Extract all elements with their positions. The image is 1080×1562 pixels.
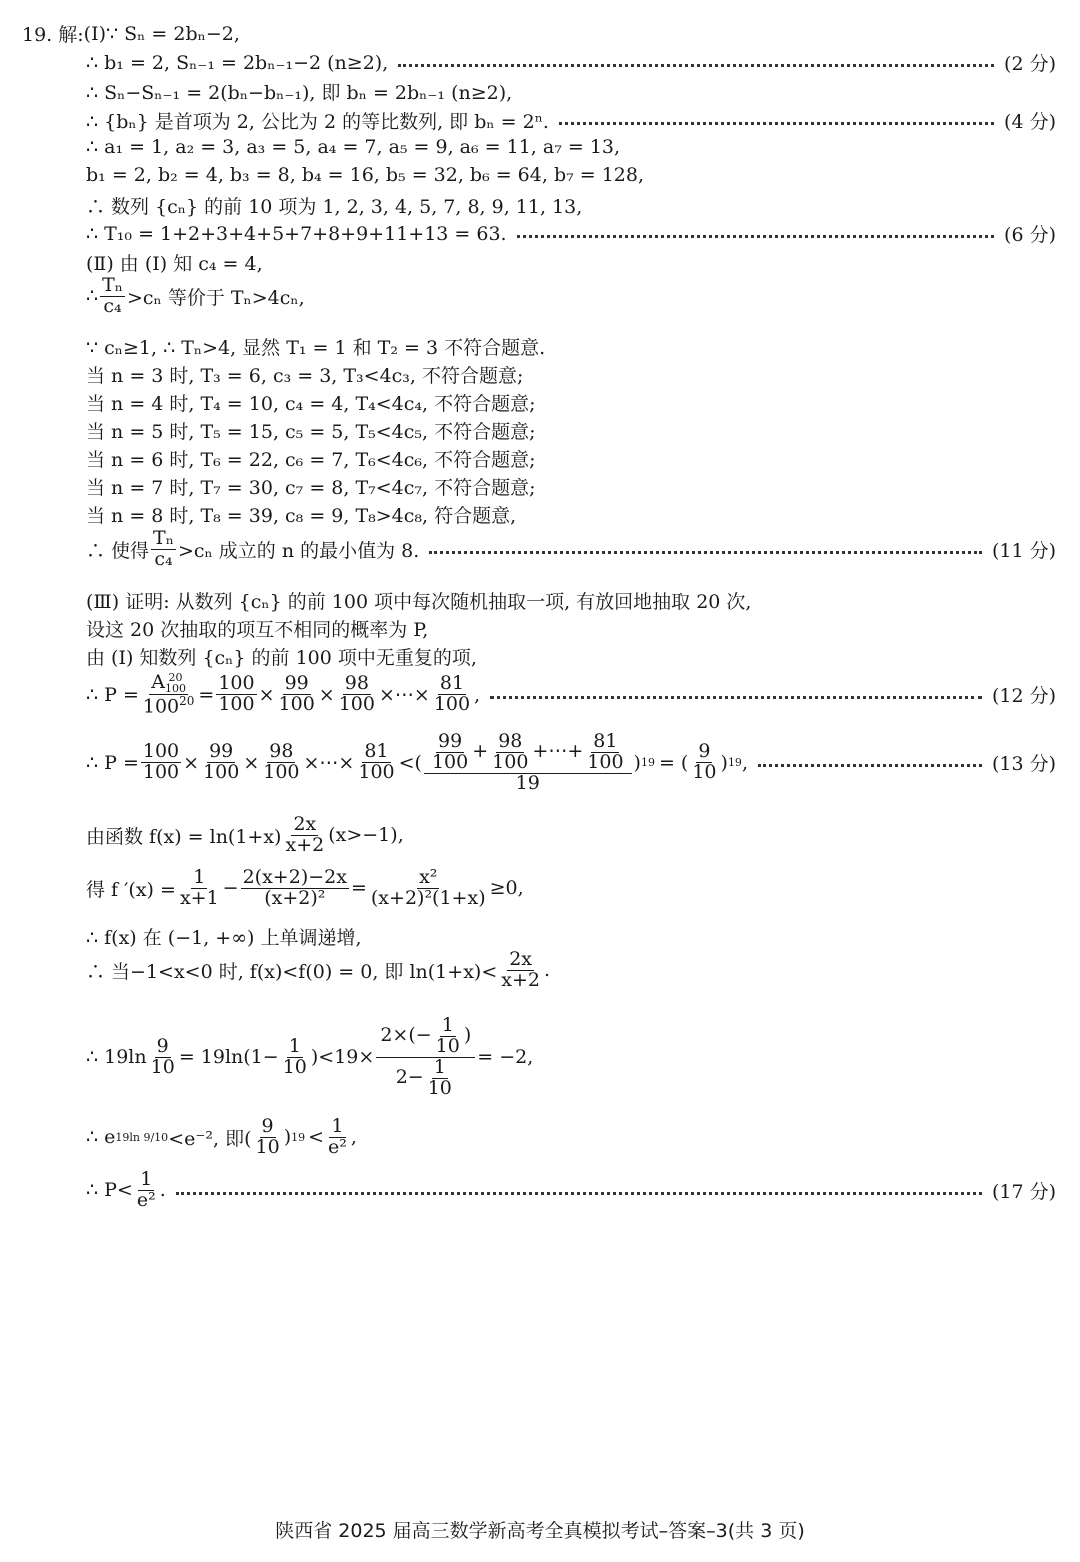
numerator: 9: [156, 1034, 169, 1057]
comma: ,: [474, 683, 481, 706]
line-conclusion: [86, 529, 1056, 570]
numerator: 81: [593, 730, 618, 752]
p1-l1: (Ⅰ)∵ Sₙ = 2bₙ−2,: [83, 22, 240, 45]
denominator: c₄: [103, 294, 122, 317]
case-row: [86, 501, 1056, 528]
final-result: [86, 1170, 166, 1211]
numerator: 99: [284, 672, 309, 695]
score-6: (6 分): [1004, 224, 1056, 246]
numerator: 98: [498, 730, 523, 752]
denominator: x+2: [501, 968, 540, 991]
numerator: 100: [142, 740, 180, 763]
big-fraction: [376, 1016, 475, 1099]
fraction: [369, 868, 488, 909]
p-formula-1: [86, 672, 480, 717]
plus-ellipsis: +⋯+: [532, 740, 584, 763]
case-8: 当 n = 8 时, T₈ = 39, c₈ = 9, T₈>4c₈, 符合题意,: [86, 505, 517, 527]
ln-estimate: [86, 1016, 533, 1099]
numerator: 1: [193, 866, 206, 888]
fraction: [151, 529, 176, 570]
leader-dots: [429, 551, 982, 554]
numerator: [149, 672, 188, 695]
fraction: [499, 950, 542, 991]
ln-end: = −2,: [477, 1046, 534, 1069]
score-12: (12 分): [991, 685, 1056, 708]
p1-l8: ∴ T₁₀ = 1+2+3+4+5+7+8+9+11+13 = 63.: [86, 222, 507, 245]
denominator: x+1: [179, 886, 219, 909]
final-pre: ∴ P<: [86, 1179, 133, 1202]
denominator: 10: [150, 1055, 175, 1078]
leader-dots: [517, 235, 994, 238]
score-11: (11 分): [991, 539, 1056, 562]
equals: =: [350, 877, 367, 900]
comma: ,: [350, 1126, 357, 1149]
line-2: [86, 49, 1056, 76]
numerator: Tₙ: [153, 527, 174, 549]
denominator: 100: [433, 693, 471, 716]
line-p-formula-1: [86, 672, 1056, 717]
line-exp: [86, 1117, 1056, 1158]
page-footer: 陕西省 2025 届高三数学新高考全真模拟考试–答案–3(共 3 页): [275, 1520, 805, 1542]
case-6: 当 n = 6 时, T₆ = 22, c₆ = 7, T₆<4c₆, 不符合题意;: [86, 449, 536, 471]
denominator: 100: [278, 693, 315, 716]
denominator: 100: [338, 693, 375, 716]
period: .: [543, 959, 551, 982]
p1-l3: ∴ Sₙ−Sₙ₋₁ = 2(bₙ−bₙ₋₁), 即 bₙ = 2bₙ₋₁ (n≥2),: [86, 82, 513, 104]
denominator: 100: [358, 761, 395, 784]
p-formula-2: [86, 732, 748, 794]
numerator: [424, 732, 632, 774]
p-label: ∴ P =: [86, 683, 139, 706]
fraction: [254, 1117, 282, 1158]
numerator: 2(x+2)−2x: [242, 866, 347, 888]
fraction: [337, 674, 377, 715]
p1-l2: ∴ b₁ = 2, Sₙ₋₁ = 2bₙ₋₁−2 (n≥2),: [86, 51, 389, 74]
line-p-formula-2: [86, 732, 1056, 794]
line-monotone: [86, 923, 1056, 950]
line-3: [86, 78, 1056, 105]
denominator: 10: [255, 1135, 280, 1158]
right-paren: ): [463, 1024, 472, 1047]
leader-dots: [176, 1192, 982, 1195]
numerator: 9: [698, 740, 711, 763]
e-exponent: 19ln 9/10: [115, 1130, 169, 1144]
line-1: [22, 20, 1056, 47]
leader-dots: [398, 64, 994, 67]
line-p3-1: [86, 587, 1056, 614]
right-paren: ): [633, 751, 641, 774]
numerator: 81: [364, 740, 389, 763]
leader-dots: [559, 122, 994, 125]
d-post: ≥0,: [489, 877, 524, 900]
line-5: [86, 136, 1056, 158]
comma: ,: [741, 751, 748, 774]
score-17: (17 分): [991, 1180, 1056, 1203]
fraction: [432, 674, 472, 715]
numerator: 1: [140, 1168, 153, 1190]
den-base: 100: [142, 695, 180, 718]
case-row: [86, 445, 1056, 472]
p2-l2-pre: ∴: [86, 285, 99, 308]
concl-pre: ∴ 使得: [86, 539, 150, 562]
case-row: [86, 417, 1056, 444]
denominator: 100: [492, 750, 529, 773]
fraction: [585, 732, 625, 773]
denominator: e²: [136, 1188, 156, 1211]
derivative: [86, 868, 524, 909]
line-final: [86, 1170, 1056, 1211]
denominator: 10: [692, 761, 717, 784]
perm-sub: 100: [165, 682, 187, 695]
denominator: (x+2)²(1+x): [370, 886, 486, 909]
score-2: (2 分): [1004, 53, 1056, 75]
denominator: 19: [515, 771, 540, 794]
right-paren: ): [283, 1126, 292, 1149]
period: .: [159, 1179, 166, 1202]
fraction: [490, 732, 530, 773]
numerator: 1: [288, 1034, 301, 1057]
perm-sup: 20: [168, 671, 183, 684]
line-f-def: [86, 815, 1056, 856]
p3-l1: (Ⅲ) 证明: 从数列 {cₙ} 的前 100 项中每次随机抽取一项, 有放回地抽取 20 次,: [86, 591, 752, 613]
numerator: 81: [439, 672, 465, 695]
num-pre: 2×(−: [380, 1024, 432, 1047]
leader-dots: [758, 764, 982, 767]
ineq-pre: ∴ 当−1<x<0 时, f(x)<f(0) = 0, 即 ln(1+x)<: [86, 960, 498, 983]
p1-l7: ∴ 数列 {cₙ} 的前 10 项为 1, 2, 3, 4, 5, 7, 8, 9, 11, 13,: [86, 196, 583, 218]
denominator: 100: [263, 761, 300, 784]
case-5: 当 n = 5 时, T₅ = 15, c₅ = 5, T₅<4c₅, 不符合题意;: [86, 421, 536, 443]
fraction: [201, 742, 241, 783]
fraction: [216, 674, 256, 715]
problem-number: 19. 解:: [22, 24, 84, 46]
denominator: 100: [587, 750, 624, 773]
monotone: ∴ f(x) 在 (−1, +∞) 上单调递增,: [86, 927, 362, 949]
numerator: 9: [261, 1115, 274, 1137]
fraction: [141, 672, 197, 717]
fraction: [178, 868, 221, 909]
numerator: x²: [419, 866, 438, 888]
fraction: [100, 276, 125, 317]
exp-inequality: [86, 1117, 357, 1158]
leader-dots: [490, 696, 982, 699]
p2-l1: (Ⅱ) 由 (Ⅰ) 知 c₄ = 4,: [86, 253, 263, 275]
case-row: [86, 473, 1056, 500]
den-pre: 2−: [395, 1066, 424, 1089]
fraction: [434, 1016, 462, 1057]
line-10: [86, 276, 1056, 317]
numerator: 2x: [509, 948, 533, 970]
case-row: [86, 389, 1056, 416]
score-13: (13 分): [991, 753, 1056, 776]
p-label: ∴ P =: [86, 751, 139, 774]
fraction: [141, 742, 181, 783]
line-7: [86, 192, 1056, 219]
numerator: 1: [331, 1115, 344, 1137]
ln-mid2: )<19×: [310, 1046, 375, 1069]
denominator: x+2: [285, 833, 325, 856]
fraction: [241, 868, 349, 909]
plus: +: [472, 740, 489, 763]
fraction: [277, 674, 317, 715]
fraction: [149, 1034, 177, 1078]
fraction: [430, 732, 470, 773]
f-definition: [86, 815, 404, 856]
case-7: 当 n = 7 时, T₇ = 30, c₇ = 8, T₇<4c₇, 不符合题意;: [86, 477, 536, 499]
fraction: [261, 742, 301, 783]
fraction: [135, 1170, 158, 1211]
p2-conclusion: [86, 529, 419, 570]
numerator: 100: [218, 672, 255, 695]
case-3: 当 n = 3 时, T₃ = 6, c₃ = 3, T₃<4c₃, 不符合题意;: [86, 365, 524, 387]
line-8: [86, 220, 1056, 247]
denominator: (x+2)²: [264, 886, 326, 909]
p1-l4: ∴ {bₙ} 是首项为 2, 公比为 2 的等比数列, 即 bₙ = 2ⁿ.: [86, 111, 549, 133]
p1-l6: b₁ = 2, b₂ = 4, b₃ = 8, b₄ = 16, b₅ = 32, b₆ = 64, b₇ = 128,: [86, 164, 645, 186]
numerator: 99: [438, 730, 463, 752]
case-row: [86, 361, 1056, 388]
less-than-paren: <(: [398, 751, 422, 774]
p2-l2-post: >cₙ 等价于 Tₙ>4cₙ,: [127, 286, 305, 309]
big-fraction: [424, 732, 632, 794]
numerator: 99: [209, 740, 234, 763]
denominator: 10: [282, 1055, 307, 1078]
p3-l3: 由 (Ⅰ) 知数列 {cₙ} 的前 100 项中无重复的项,: [86, 647, 477, 669]
exponent: 19: [727, 756, 742, 770]
equals: =: [198, 683, 215, 706]
fraction: [326, 1117, 349, 1158]
less-than: <: [308, 1126, 325, 1149]
right-paren: ): [720, 751, 728, 774]
exponent: 19: [640, 756, 655, 770]
minus: −: [222, 877, 239, 900]
numerator: 98: [344, 672, 369, 695]
numerator: 2x: [293, 813, 317, 835]
line-9: [86, 249, 1056, 276]
e-base: ∴ e: [86, 1126, 116, 1149]
denominator: [141, 695, 197, 717]
d-pre: 得 f ′(x) =: [86, 878, 176, 901]
denominator: e²: [328, 1135, 347, 1158]
exponent: 19: [291, 1130, 306, 1144]
numerator: 98: [269, 740, 294, 763]
denominator: 10: [435, 1034, 460, 1057]
ln-inequality: [86, 950, 550, 991]
times: ×: [318, 683, 335, 706]
denominator: 10: [427, 1076, 452, 1099]
line-ln-estimate: [86, 1016, 1056, 1099]
p2-equivalence: [86, 276, 305, 317]
fraction: [356, 742, 396, 783]
p3-l2: 设这 20 次抽取的项互不相同的概率为 P,: [86, 619, 429, 641]
fraction: [426, 1055, 454, 1099]
line-p3-2: [86, 615, 1056, 642]
fraction: [281, 1034, 309, 1078]
score-4: (4 分): [1004, 111, 1056, 133]
denominator: [392, 1055, 460, 1099]
ellipsis: ×⋯×: [303, 751, 355, 774]
line-4: [86, 107, 1056, 134]
numerator: 1: [433, 1055, 446, 1078]
ln-pre: ∴ 19ln: [86, 1046, 147, 1069]
line-inequality: [86, 950, 1056, 991]
perm-symbol: A: [151, 671, 166, 693]
case-4: 当 n = 4 时, T₄ = 10, c₄ = 4, T₄<4c₄, 不符合题意;: [86, 393, 536, 415]
line-derivative: [86, 868, 1056, 909]
f-pre: 由函数 f(x) = ln(1+x): [86, 825, 282, 848]
fraction: [283, 815, 326, 856]
denominator: 100: [218, 693, 255, 716]
ln-mid: = 19ln(1−: [178, 1046, 279, 1069]
times: ×: [258, 683, 275, 706]
line-6: [86, 164, 1056, 186]
p1-l5: ∴ a₁ = 1, a₂ = 3, a₃ = 5, a₄ = 7, a₅ = 9, a₆ = 11, a₇ = 13,: [86, 136, 621, 158]
den-exp: 20: [179, 694, 195, 708]
fraction: [690, 742, 718, 783]
f-post: (x>−1),: [328, 824, 404, 847]
perm-indices: [165, 672, 186, 694]
denominator: 100: [431, 750, 469, 773]
concl-post: >cₙ 成立的 n 的最小值为 8.: [177, 539, 420, 562]
denominator: 100: [142, 761, 180, 784]
line-p3-3: [86, 643, 1056, 670]
equals-paren: = (: [658, 751, 689, 774]
times: ×: [243, 751, 260, 774]
ellipsis: ×⋯×: [378, 683, 430, 706]
denominator: c₄: [154, 547, 173, 570]
e-mid: <e⁻², 即(: [168, 1127, 252, 1150]
denominator: 100: [203, 761, 240, 784]
numerator: Tₙ: [102, 274, 123, 296]
line-11: [86, 333, 1056, 360]
times: ×: [183, 751, 200, 774]
p2-l3: ∵ cₙ≥1, ∴ Tₙ>4, 显然 T₁ = 1 和 T₂ = 3 不符合题意.: [86, 337, 546, 359]
numerator: 1: [441, 1014, 454, 1036]
numerator: [376, 1016, 475, 1058]
